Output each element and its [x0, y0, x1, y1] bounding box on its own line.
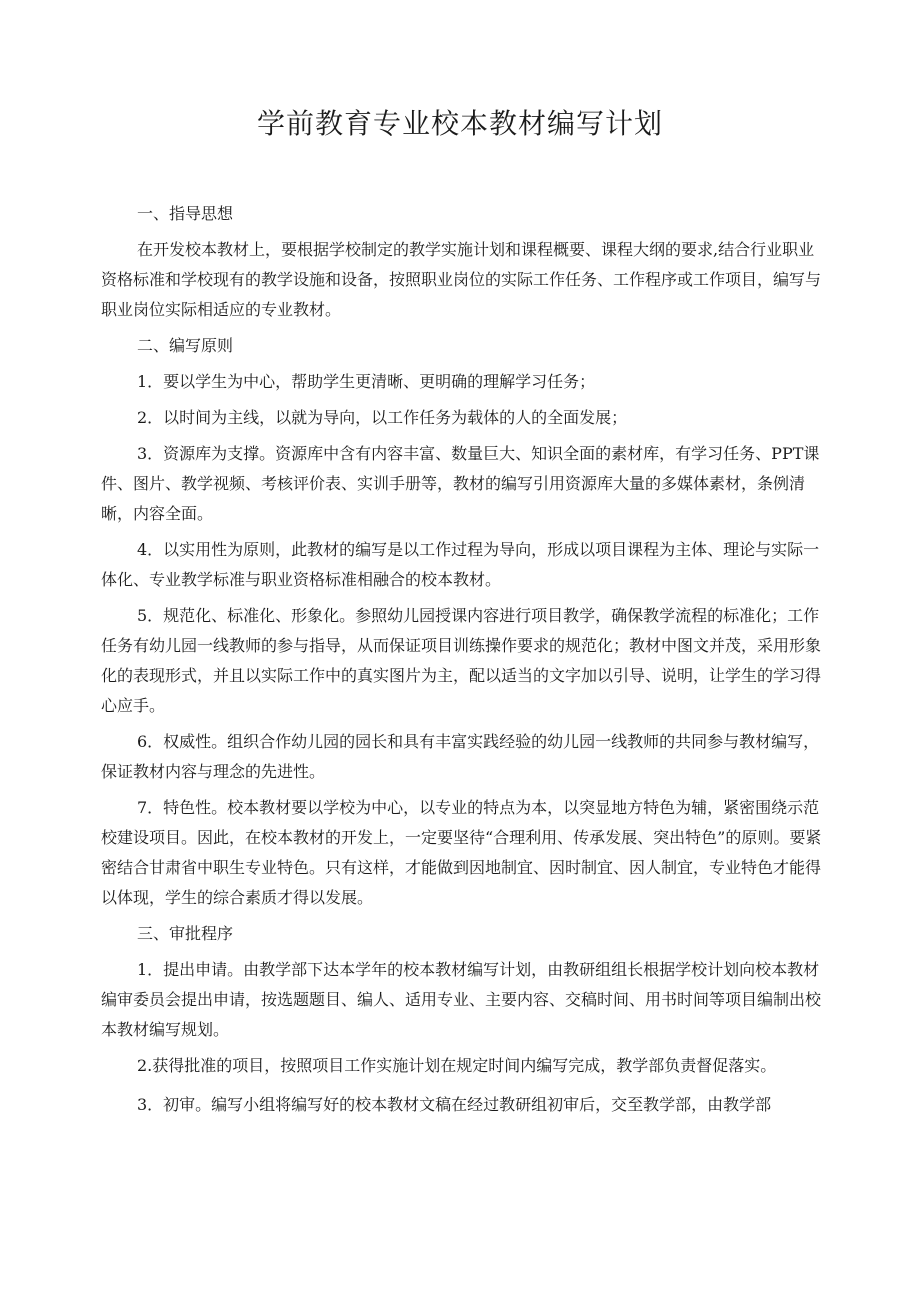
list-item: 2.获得批准的项目，按照项目工作实施计划在规定时间内编写完成，教学部负责督促落实。 — [137, 1056, 777, 1075]
list-item: 7．特色性。校本教材要以学校为中心，以专业的特点为本，以突显地方特色为辅，紧密围绕示范校建设项目。因此，在校本教材的开发上，一定要坚待“合理利用、传承发展、突出特色”的原则。要紧密结合甘肃省中职生专业特色。只有这样，才能做到因地制宜、因时制宜、因人制宜，专业特色才能得以体现，学生的综合素质才得以发展。 — [101, 798, 822, 907]
document-title: 学前教育专业校本教材编写计划 — [256, 107, 663, 140]
list-item: 3．初审。编写小组将编写好的校本教材文稿在经过教研组初审后，交至教学部，由教学部 — [137, 1095, 772, 1114]
section-heading-writing-principles: 二、编写原则 — [137, 336, 234, 355]
list-item: 1．提出申请。由教学部下达本学年的校本教材编写计划，由教研组组长根据学校计划向校本教材编审委员会提出申请，按选题题目、编人、适用专业、主要内容、交稿时间、用书时间等项目编制出校本教材编写规划。 — [101, 960, 822, 1039]
list-item: 2．以时间为主线，以就为导向，以工作任务为载体的人的全面发展； — [137, 408, 628, 427]
list-item: 6．权威性。组织合作幼儿园的园长和具有丰富实践经验的幼儿园一线教师的共同参与教材编写，保证教材内容与理念的先进性。 — [101, 732, 820, 781]
section-heading-approval-procedure: 三、审批程序 — [137, 924, 234, 943]
list-item: 4．以实用性为原则，此教材的编写是以工作过程为导向，形成以项目课程为主体、理论与实际一体化、专业教学标准与职业资格标准相融合的校本教材。 — [101, 540, 820, 589]
paragraph: 在开发校本教材上，要根据学校制定的教学实施计划和课程概要、课程大纲的要求,结合行业职业资格标准和学校现有的教学设施和设备，按照职业岗位的实际工作任务、工作程序或工作项目，编写与职业岗位实际相适应的专业教材。 — [101, 240, 822, 319]
list-item: 5．规范化、标准化、形象化。参照幼儿园授课内容进行项目教学，确保教学流程的标准化；工作任务有幼儿园一线教师的参与指导，从而保证项目训练操作要求的规范化；教材中图文并茂，采用形象化的表现形式，并且以实际工作中的真实图片为主，配以适当的文字加以引导、说明，让学生的学习得心应手。 — [101, 606, 822, 715]
document-body — [101, 199, 829, 1126]
section-heading-guiding-ideology: 一、指导思想 — [137, 204, 234, 223]
list-item: 3．资源库为支撑。资源库中含有内容丰富、数量巨大、知识全面的素材库，有学习任务、PPT课件、图片、教学视频、考核评价表、实训手册等，教材的编写引用资源库大量的多媒体素材，条例清晰，内容全面。 — [101, 444, 820, 523]
list-item: 1．要以学生为中心，帮助学生更清晰、更明确的理解学习任务； — [137, 372, 596, 391]
